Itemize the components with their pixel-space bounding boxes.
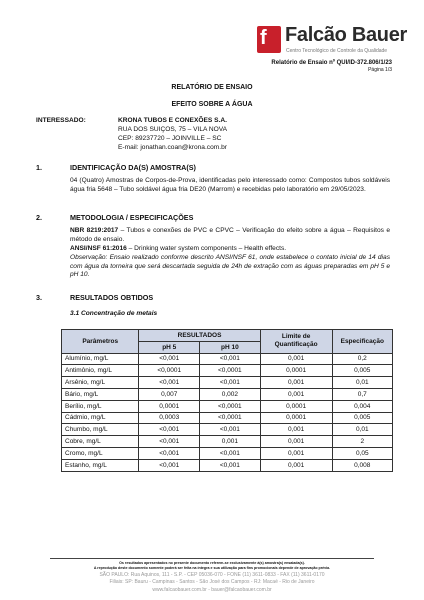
client-address-line1: RUA DOS SUIÇOS, 75 – VILA NOVA [118, 126, 228, 133]
value-cell: 0,0001 [260, 412, 332, 424]
page-number: Página 1/3 [368, 67, 392, 73]
section2-title: METODOLOGIA / ESPECIFICAÇÕES [70, 213, 194, 222]
col-header-spec: Especificação [332, 330, 392, 354]
parameter-cell: Cádmio, mg/L [62, 412, 139, 424]
footer-disclaimer-1: Os resultados apresentados no presente documento referem-se exclusivamente à(s) amostra(s) ensaiada(s). [119, 561, 305, 565]
brand-name: Falcão Bauer [285, 24, 408, 46]
col-header-limit: Limite de Quantificação [260, 330, 332, 354]
table-row [62, 459, 393, 471]
value-cell: 0,001 [260, 377, 332, 389]
parameter-cell: Arsênio, mg/L [62, 377, 139, 389]
col-header-parameters: Parâmetros [62, 330, 139, 354]
ansi-description: – Drinking water system components – Health effects. [126, 245, 287, 252]
brand-tagline: Centro Tecnológico de Controle da Qualidade [286, 48, 388, 54]
value-cell: 0,001 [260, 353, 332, 365]
company-logo [257, 24, 407, 58]
value-cell: 0,001 [260, 447, 332, 459]
report-number: Relatório de Ensaio nº QUI/ID-372.806/1/23 [271, 60, 392, 66]
observation-text: Observação: Ensaio realizado conforme descrito ANSI/NSF 61, onde estabelece o contato inicial de 14 dias com água da torneira que será descartada seguida de 24h de extração com as águas preparadas em pH 5 e pH 10. [70, 254, 390, 279]
value-cell: <0,0001 [139, 365, 200, 377]
value-cell: 0,007 [139, 388, 200, 400]
value-cell: 0,002 [200, 388, 261, 400]
value-cell: 0,008 [332, 459, 392, 471]
footer-contact: www.falcaobauer.com.br - bauer@falcaobauer.com.br [152, 587, 272, 593]
table-row [62, 436, 393, 448]
document-subtitle: EFEITO SOBRE A ÁGUA [171, 101, 253, 108]
col-header-ph5: pH 5 [139, 341, 200, 353]
value-cell: <0,001 [200, 424, 261, 436]
value-cell: <0,001 [200, 447, 261, 459]
ansi-paragraph [70, 245, 390, 254]
parameter-cell: Antimônio, mg/L [62, 365, 139, 377]
value-cell: 0,01 [332, 424, 392, 436]
logo-mark-icon [257, 26, 281, 53]
parameter-cell: Alumínio, mg/L [62, 353, 139, 365]
value-cell: 0,05 [332, 447, 392, 459]
table-row [62, 400, 393, 412]
parameter-cell: Chumbo, mg/L [62, 424, 139, 436]
results-table [61, 329, 393, 472]
value-cell: 0,0003 [139, 412, 200, 424]
value-cell: <0,001 [139, 459, 200, 471]
value-cell: 0,0001 [260, 365, 332, 377]
value-cell: 0,01 [332, 377, 392, 389]
value-cell: 0,004 [332, 400, 392, 412]
client-email: E-mail: jonathan.coan@krona.com.br [118, 144, 227, 151]
nbr-description: – Tubos e conexões de PVC e CPVC – Verificação do efeito sobre a água – Requisitos e método de ensaio. [70, 227, 390, 243]
ansi-code: ANSI/NSF 61:2016 [70, 245, 127, 252]
document-title: RELATÓRIO DE ENSAIO [171, 84, 253, 91]
value-cell: <0,001 [139, 377, 200, 389]
col-header-results: RESULTADOS [139, 330, 260, 342]
table-row [62, 447, 393, 459]
value-cell: 2 [332, 436, 392, 448]
section1-number: 1. [36, 163, 42, 172]
nbr-code: NBR 8219:2017 [70, 227, 119, 234]
value-cell: <0,001 [139, 436, 200, 448]
table-row [62, 412, 393, 424]
value-cell: 0,001 [260, 436, 332, 448]
footer-divider [50, 558, 374, 559]
value-cell: 0,0001 [139, 400, 200, 412]
value-cell: <0,001 [139, 447, 200, 459]
value-cell: 0,0001 [260, 400, 332, 412]
client-label: INTERESSADO: [36, 117, 86, 124]
value-cell: <0,001 [200, 459, 261, 471]
section1-text: 04 (Quatro) Amostras de Corpos-de-Prova, identificadas pelo interessado como: Compostos tubos soldáveis água fria 5648 – Tubo soldável água fria DE20 (Marrom) e recebidas pelo laboratório em 29/05/2023. [70, 177, 390, 193]
value-cell: 0,2 [332, 353, 392, 365]
section3-title: RESULTADOS OBTIDOS [70, 293, 154, 302]
section1-title: IDENTIFICAÇÃO DA(S) AMOSTRA(S) [70, 163, 196, 172]
value-cell: 0,001 [200, 436, 261, 448]
value-cell: <0,001 [200, 353, 261, 365]
col-header-ph10: pH 10 [200, 341, 261, 353]
section3-subtitle: 3.1 Concentração de metais [70, 310, 158, 317]
table-row [62, 388, 393, 400]
value-cell: <0,0001 [200, 412, 261, 424]
value-cell: <0,001 [200, 377, 261, 389]
nbr-paragraph [70, 227, 390, 244]
logo-initial: f [260, 27, 267, 49]
value-cell: 0,001 [260, 424, 332, 436]
parameter-cell: Cobre, mg/L [62, 436, 139, 448]
value-cell: 0,005 [332, 365, 392, 377]
value-cell: 0,001 [260, 459, 332, 471]
value-cell: <0,0001 [200, 365, 261, 377]
table-row [62, 424, 393, 436]
footer-branches: Filiais: SP: Bauru - Campinas - Santos - São José dos Campos - RJ: Macaé - Rio de Janeiro [109, 579, 315, 585]
parameter-cell: Berílio, mg/L [62, 400, 139, 412]
table-row [62, 377, 393, 389]
value-cell: 0,001 [260, 388, 332, 400]
value-cell: <0,001 [139, 424, 200, 436]
footer-disclaimer-2: A reprodução deste documento somente poderá ser feita na íntegra e sua utilização para fins promocionais depende de aprovação prévia. [93, 566, 331, 570]
value-cell: <0,0001 [200, 400, 261, 412]
client-name: KRONA TUBOS E CONEXÕES S.A. [118, 117, 227, 124]
parameter-cell: Cromo, mg/L [62, 447, 139, 459]
parameter-cell: Estanho, mg/L [62, 459, 139, 471]
value-cell: 0,005 [332, 412, 392, 424]
results-table-body [62, 353, 393, 471]
value-cell: 0,7 [332, 388, 392, 400]
table-row [62, 353, 393, 365]
section3-number: 3. [36, 293, 42, 302]
client-address-line2: CEP: 89237720 – JOINVILLE – SC [118, 135, 222, 142]
parameter-cell: Bário, mg/L [62, 388, 139, 400]
footer-address: SÃO PAULO: Rua Aquinos, 111 - S.P. - CEP 05036-070 - FONE (11) 3611-0833 - FAX (11) 3611-0170 [99, 572, 325, 578]
table-row [62, 365, 393, 377]
section2-number: 2. [36, 213, 42, 222]
value-cell: <0,001 [139, 353, 200, 365]
